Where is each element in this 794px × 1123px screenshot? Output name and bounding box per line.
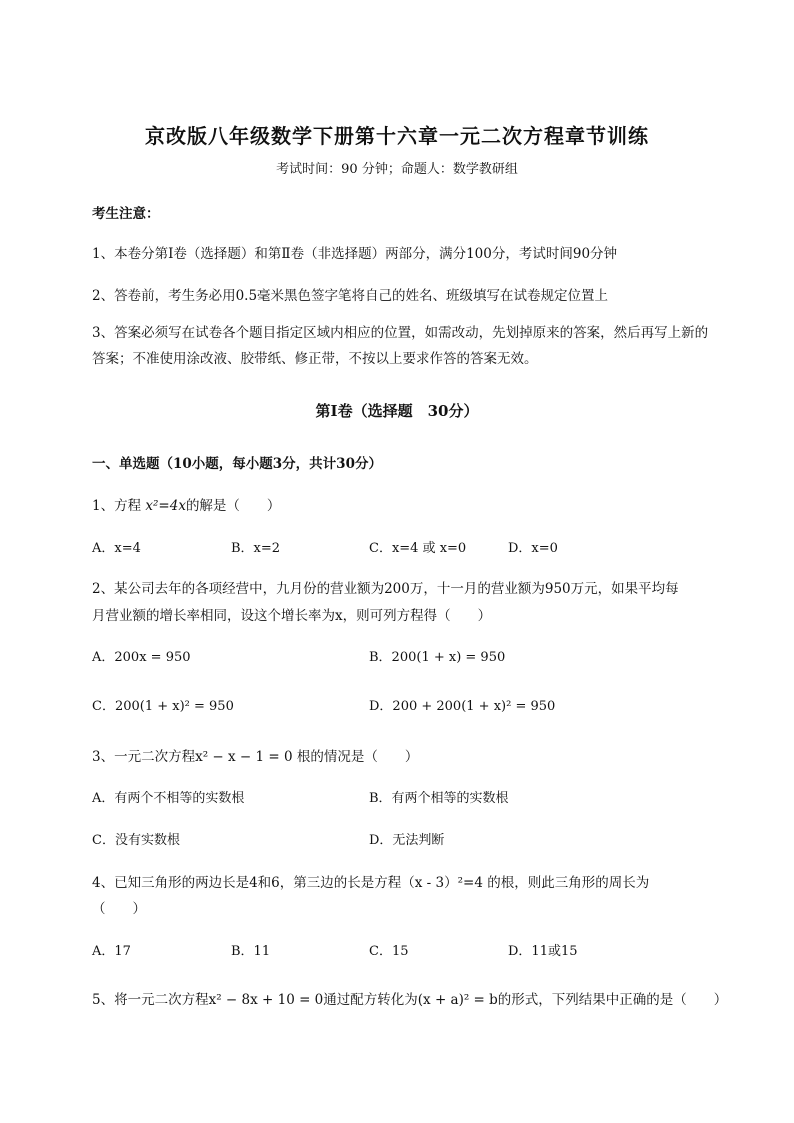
- notice-heading: 考生注意：: [92, 206, 160, 222]
- section-title: 第Ⅰ卷（选择题 30分）: [315, 402, 479, 420]
- question-stem-suffix: 的解是（ ）: [185, 498, 281, 514]
- notice-item: 3、答案必须写在试卷各个题目指定区域内相应的位置，如需改动，先划掉原来的答案，然后再写上新的答案；不准使用涂改液、胶带纸、修正带，不按以上要求作答的答案无效。: [92, 325, 709, 367]
- question-stem-prefix: 1、方程: [92, 498, 146, 514]
- exam-info: 考试时间：90 分钟；命题人：数学教研组: [276, 162, 518, 177]
- question-stem-math: x²=4x: [145, 498, 186, 514]
- option-c: C．x=4 或 x=0: [369, 541, 467, 556]
- option-c: C．没有实数根: [92, 833, 180, 848]
- part-heading: 一、单选题（10小题，每小题3分，共计30分）: [92, 456, 382, 472]
- question-stem: 2、某公司去年的各项经营中，九月份的营业额为200万，十一月的营业额为950万元，如果平均每: [92, 581, 679, 597]
- option-b: B．200(1 + x) = 950: [369, 650, 506, 665]
- question-stem: 3、一元二次方程x² − x − 1 = 0 根的情况是（ ）: [92, 749, 419, 765]
- option-d: D．200 + 200(1 + x)² = 950: [369, 699, 556, 714]
- option-d: D．x=0: [508, 541, 558, 556]
- question-stem: [92, 494, 280, 514]
- option-b: B．有两个相等的实数根: [369, 791, 509, 806]
- option-a: A．200x = 950: [92, 650, 191, 665]
- page-title: 京改版八年级数学下册第十六章一元二次方程章节训练: [145, 124, 649, 148]
- option-a: A．有两个不相等的实数根: [92, 791, 245, 806]
- question-stem: 5、将一元二次方程x² − 8x + 10 = 0通过配方转化为(x + a)² = b的形式，下列结果中正确的是（ ）: [92, 992, 728, 1008]
- notice-item: 2、答卷前，考生务必用0.5毫米黑色签字笔将自己的姓名、班级填写在试卷规定位置上: [92, 288, 609, 304]
- option-a: A．x=4: [92, 541, 141, 556]
- question-stem: （ ）: [92, 901, 146, 917]
- option-b: B．11: [231, 944, 271, 959]
- option-b: B．x=2: [231, 541, 281, 556]
- option-c: C．200(1 + x)² = 950: [92, 699, 234, 714]
- question-stem: 4、已知三角形的两边长是4和6，第三边的长是方程（x - 3）²=4 的根，则此三角形的周长为: [92, 875, 650, 891]
- option-a: A．17: [92, 944, 131, 959]
- notice-item: 1、本卷分第Ⅰ卷（选择题）和第Ⅱ卷（非选择题）两部分，满分100分，考试时间90分钟: [92, 246, 618, 262]
- option-c: C．15: [369, 944, 409, 959]
- option-d: D．11或15: [508, 944, 578, 959]
- question-stem: 月营业额的增长率相同，设这个增长率为x，则可列方程得（ ）: [92, 608, 492, 624]
- option-d: D．无法判断: [369, 833, 445, 848]
